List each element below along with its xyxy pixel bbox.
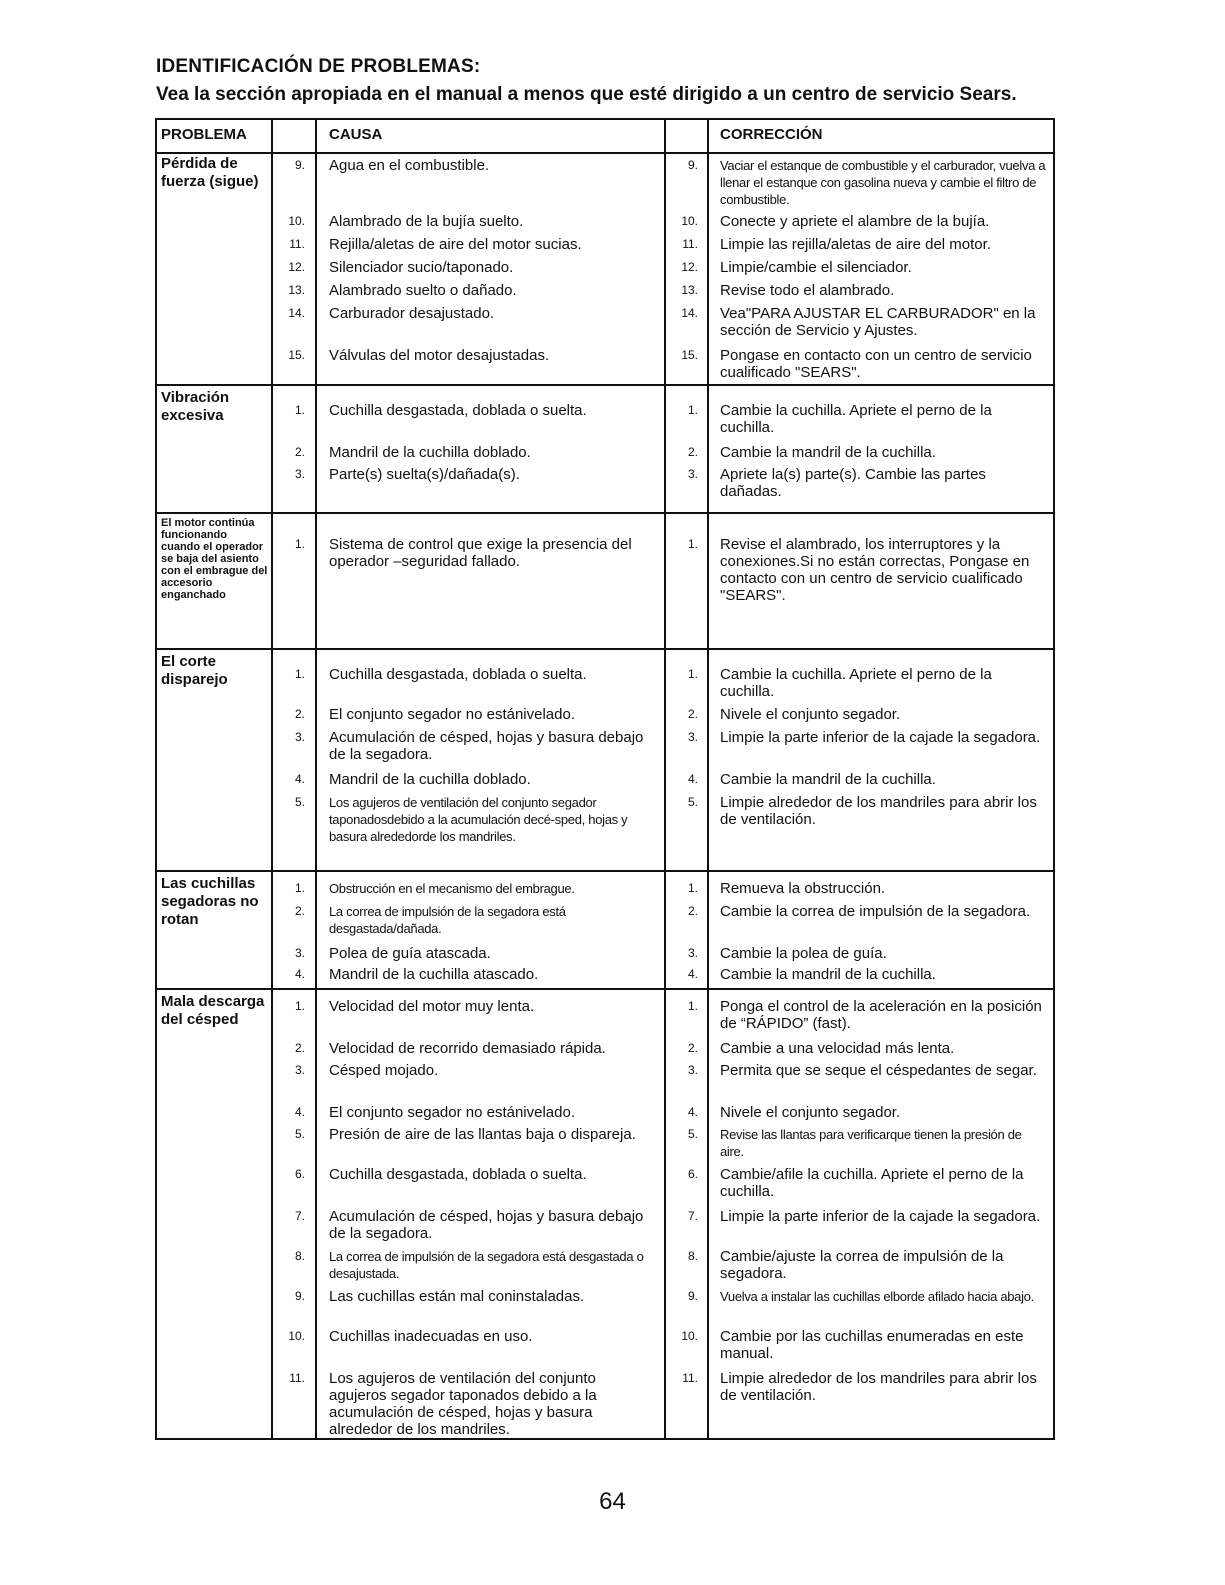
problem-label: Las cuchillas segadoras no rotan [161, 875, 259, 928]
column-header-cause: CAUSA [329, 126, 383, 143]
column-header-problem: PROBLEMA [161, 126, 247, 143]
problem-label: Pérdida de fuerza (sigue) [161, 155, 259, 190]
correction-text: Limpie alrededor de los mandriles para abrir los de ventilación. [720, 1370, 1037, 1404]
correction-text: Cambie a una velocidad más lenta. [720, 1040, 955, 1057]
cause-text: Velocidad de recorrido demasiado rápida. [329, 1040, 606, 1057]
correction-text: Limpie/cambie el silenciador. [720, 259, 912, 276]
problem-section [157, 872, 1053, 990]
correction-text: Cambie/ajuste la correa de impulsión de la segadora. [720, 1248, 1004, 1282]
correction-number: 2. [687, 445, 698, 459]
correction-number: 4. [687, 1105, 698, 1119]
correction-text: Revise todo el alambrado. [720, 282, 895, 299]
cause-text: La correa de impulsión de la segadora está desgastada o desajustada. [329, 1249, 644, 1281]
correction-text: Revise las llantas para verificarque tienen la presión de aire. [720, 1127, 1022, 1159]
correction-number: 7. [687, 1209, 698, 1223]
cause-text: Mandril de la cuchilla doblado. [329, 771, 531, 788]
cause-text: Obstrucción en el mecanismo del embrague. [329, 881, 575, 896]
correction-number: 1. [687, 537, 698, 551]
cause-text: Césped mojado. [329, 1062, 439, 1079]
cause-number: 3. [294, 946, 305, 960]
correction-number: 14. [681, 306, 698, 320]
correction-number: 3. [687, 1063, 698, 1077]
cause-number: 9. [294, 158, 305, 172]
correction-number: 1. [687, 999, 698, 1013]
correction-text: Limpie la parte inferior de la cajade la segadora. [720, 729, 1041, 746]
cause-text: Velocidad del motor muy lenta. [329, 998, 535, 1015]
cause-number: 8. [294, 1249, 305, 1263]
cause-text: Presión de aire de las llantas baja o dispareja. [329, 1126, 636, 1143]
cause-number: 1. [294, 881, 305, 895]
correction-text: Cambie la mandril de la cuchilla. [720, 966, 936, 983]
correction-text: Limpie la parte inferior de la cajade la segadora. [720, 1208, 1041, 1225]
correction-number: 1. [687, 881, 698, 895]
correction-number: 10. [681, 214, 698, 228]
problem-section [157, 386, 1053, 514]
correction-text: Pongase en contacto con un centro de servicio cualificado "SEARS". [720, 347, 1032, 381]
correction-text: Cambie la mandril de la cuchilla. [720, 444, 936, 461]
correction-text: Cambie la mandril de la cuchilla. [720, 771, 936, 788]
cause-text: Alambrado suelto o dañado. [329, 282, 517, 299]
troubleshooting-table [155, 118, 1055, 1440]
correction-number: 2. [687, 904, 698, 918]
cause-number: 4. [294, 967, 305, 981]
correction-number: 1. [687, 403, 698, 417]
page-header [156, 56, 1076, 106]
correction-number: 6. [687, 1167, 698, 1181]
cause-text: Rejilla/aletas de aire del motor sucias. [329, 236, 582, 253]
cause-text: Acumulación de césped, hojas y basura debajo de la segadora. [329, 1208, 644, 1242]
problem-section [157, 152, 1053, 386]
correction-text: Remueva la obstrucción. [720, 880, 886, 897]
correction-text: Cambie la polea de guía. [720, 945, 887, 962]
cause-number: 10. [288, 1329, 305, 1343]
correction-text: Ponga el control de la aceleración en la posición de “RÁPIDO” (fast). [720, 998, 1042, 1032]
correction-number: 9. [687, 158, 698, 172]
correction-text: Cambie la correa de impulsión de la segadora. [720, 903, 1031, 920]
problem-label: Vibración excesiva [161, 389, 230, 424]
cause-text: Silenciador sucio/taponado. [329, 259, 514, 276]
correction-text: Vea"PARA AJUSTAR EL CARBURADOR" en la sección de Servicio y Ajustes. [720, 305, 1036, 339]
cause-text: Carburador desajustado. [329, 305, 495, 322]
cause-number: 2. [294, 1041, 305, 1055]
cause-number: 7. [294, 1209, 305, 1223]
problem-section [157, 514, 1053, 650]
problem-label: Mala descarga del césped [161, 993, 265, 1028]
cause-text: Las cuchillas están mal coninstaladas. [329, 1288, 585, 1305]
correction-text: Cambie/afile la cuchilla. Apriete el perno de la cuchilla. [720, 1166, 1024, 1200]
cause-number: 10. [288, 214, 305, 228]
cause-number: 2. [294, 707, 305, 721]
cause-text: Los agujeros de ventilación del conjunto agujeros segador taponados debido a la acumulación de césped, hojas y basura alrededor de los mandriles. [329, 1370, 597, 1438]
correction-number: 12. [681, 260, 698, 274]
correction-number: 10. [681, 1329, 698, 1343]
correction-text: Vaciar el estanque de combustible y el carburador, vuelva a llenar el estanque con gasolina nueva y cambie el filtro de combustible. [720, 158, 1046, 207]
correction-number: 3. [687, 730, 698, 744]
correction-text: Cambie la cuchilla. Apriete el perno de la cuchilla. [720, 666, 992, 700]
cause-number: 2. [294, 904, 305, 918]
correction-number: 3. [687, 946, 698, 960]
correction-number: 1. [687, 667, 698, 681]
correction-text: Permita que se seque el céspedantes de segar. [720, 1062, 1037, 1079]
cause-number: 4. [294, 1105, 305, 1119]
cause-number: 11. [289, 1371, 305, 1385]
cause-text: El conjunto segador no estánivelado. [329, 706, 576, 723]
cause-text: Acumulación de césped, hojas y basura debajo de la segadora. [329, 729, 644, 763]
page-number: 64 [599, 1488, 626, 1515]
cause-text: Agua en el combustible. [329, 157, 490, 174]
cause-text: Sistema de control que exige la presencia del operador –seguridad fallado. [329, 536, 632, 570]
cause-number: 3. [294, 1063, 305, 1077]
correction-number: 4. [687, 967, 698, 981]
correction-text: Nivele el conjunto segador. [720, 706, 901, 723]
correction-number: 11. [682, 237, 698, 251]
cause-number: 12. [288, 260, 305, 274]
column-header-correction: CORRECCIÓN [720, 126, 823, 143]
cause-number: 2. [294, 445, 305, 459]
cause-number: 13. [288, 283, 305, 297]
correction-text: Apriete la(s) parte(s). Cambie las partes dañadas. [720, 466, 986, 500]
cause-number: 4. [294, 772, 305, 786]
correction-text: Limpie alrededor de los mandriles para abrir los de ventilación. [720, 794, 1037, 828]
correction-text: Vuelva a instalar las cuchillas elborde afilado hacia abajo. [720, 1289, 1034, 1304]
cause-number: 1. [294, 667, 305, 681]
correction-number: 15. [681, 348, 698, 362]
cause-number: 3. [294, 467, 305, 481]
page-subtitle: Vea la sección apropiada en el manual a menos que esté dirigido a un centro de servicio Sears. [156, 84, 1017, 105]
cause-text: Cuchilla desgastada, doblada o suelta. [329, 402, 587, 419]
cause-text: Mandril de la cuchilla atascado. [329, 966, 539, 983]
correction-number: 3. [687, 467, 698, 481]
correction-number: 11. [682, 1371, 698, 1385]
page-title: IDENTIFICACIÓN DE PROBLEMAS: [156, 56, 481, 77]
cause-text: Cuchilla desgastada, doblada o suelta. [329, 1166, 587, 1183]
correction-number: 2. [687, 1041, 698, 1055]
cause-text: El conjunto segador no estánivelado. [329, 1104, 576, 1121]
cause-number: 11. [289, 237, 305, 251]
correction-number: 13. [681, 283, 698, 297]
cause-number: 3. [294, 730, 305, 744]
cause-number: 5. [294, 795, 305, 809]
cause-number: 5. [294, 1127, 305, 1141]
problem-section [157, 650, 1053, 872]
table-header-row [157, 120, 1053, 154]
cause-text: La correa de impulsión de la segadora está desgastada/dañada. [329, 904, 566, 936]
cause-text: Los agujeros de ventilación del conjunto segador taponadosdebido a la acumulación decé-sped, hojas y basura alrededorde los mandriles. [329, 795, 628, 844]
cause-number: 14. [288, 306, 305, 320]
correction-number: 9. [687, 1289, 698, 1303]
cause-number: 1. [294, 537, 305, 551]
cause-number: 1. [294, 403, 305, 417]
correction-number: 5. [687, 795, 698, 809]
correction-text: Nivele el conjunto segador. [720, 1104, 901, 1121]
problem-label: El motor continúa funcionando cuando el operador se baja del asiento con el embrague del accesorio enganchado [161, 517, 268, 601]
cause-text: Alambrado de la bujía suelto. [329, 213, 524, 230]
cause-number: 1. [294, 999, 305, 1013]
correction-text: Cambie por las cuchillas enumeradas en este manual. [720, 1328, 1024, 1362]
correction-number: 8. [687, 1249, 698, 1263]
cause-text: Cuchilla desgastada, doblada o suelta. [329, 666, 587, 683]
correction-number: 2. [687, 707, 698, 721]
problem-section [157, 990, 1053, 1438]
correction-text: Revise el alambrado, los interruptores y la conexiones.Si no están correctas, Pongase en contacto con un centro de servicio cualificado "SEARS". [720, 536, 1030, 604]
correction-number: 4. [687, 772, 698, 786]
cause-number: 6. [294, 1167, 305, 1181]
cause-number: 9. [294, 1289, 305, 1303]
cause-number: 15. [288, 348, 305, 362]
correction-text: Limpie las rejilla/aletas de aire del motor. [720, 236, 991, 253]
cause-text: Cuchillas inadecuadas en uso. [329, 1328, 533, 1345]
correction-number: 5. [687, 1127, 698, 1141]
cause-text: Mandril de la cuchilla doblado. [329, 444, 531, 461]
cause-text: Polea de guía atascada. [329, 945, 491, 962]
correction-text: Conecte y apriete el alambre de la bujía. [720, 213, 990, 230]
cause-text: Válvulas del motor desajustadas. [329, 347, 550, 364]
correction-text: Cambie la cuchilla. Apriete el perno de la cuchilla. [720, 402, 992, 436]
problem-label: El corte disparejo [161, 653, 228, 688]
cause-text: Parte(s) suelta(s)/dañada(s). [329, 466, 520, 483]
